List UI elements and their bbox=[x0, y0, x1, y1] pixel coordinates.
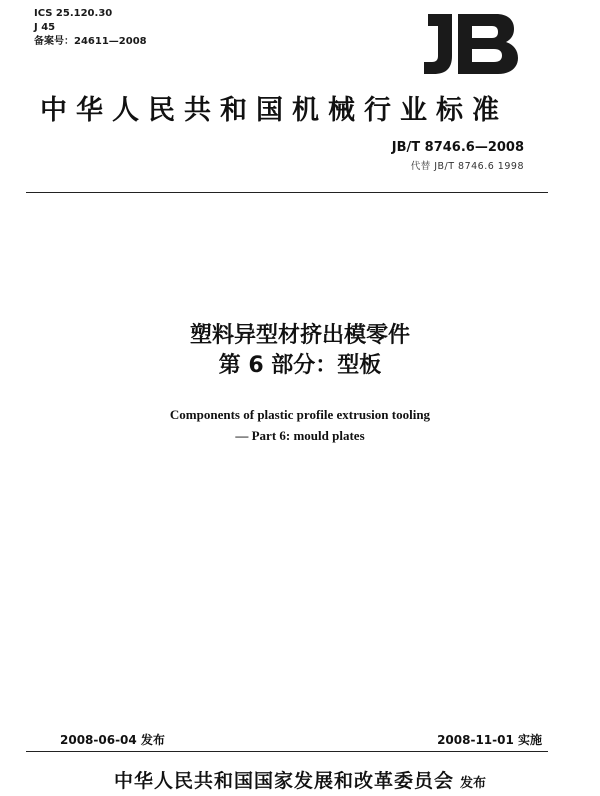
logo-text: JB bbox=[466, 41, 478, 55]
title-cn-line1: 塑料异型材挤出模零件 bbox=[189, 323, 410, 348]
publisher-suffix: 发布 bbox=[460, 776, 487, 791]
organization-title: 中华人民共和国机械行业标准 bbox=[40, 95, 508, 126]
bottom-divider bbox=[26, 751, 548, 752]
title-en-line1: Components of plastic profile extrusion tooling bbox=[169, 407, 431, 422]
publisher bbox=[0, 766, 600, 793]
title-cn-line2: 第 6 部分：型板 bbox=[218, 353, 382, 378]
standard-number: JB/T 8746.6—2008 bbox=[391, 140, 524, 155]
implementation-date: 2008-11-01 实施 bbox=[437, 733, 542, 747]
top-divider bbox=[26, 192, 548, 193]
title-en-line2: — Part 6: mould plates bbox=[235, 428, 365, 443]
publisher-name: 中华人民共和国国家发展和改革委员会 bbox=[113, 770, 454, 792]
ics-code: ICS 25.120.30 bbox=[34, 8, 113, 19]
filing-number: 备案号：24611—2008 bbox=[34, 36, 147, 47]
classification-code: J 45 bbox=[34, 22, 56, 33]
jb-logo bbox=[424, 12, 520, 76]
issue-date: 2008-06-04 发布 bbox=[60, 733, 165, 747]
replaces-standard: 代替 JB/T 8746.6 1998 bbox=[410, 161, 524, 172]
